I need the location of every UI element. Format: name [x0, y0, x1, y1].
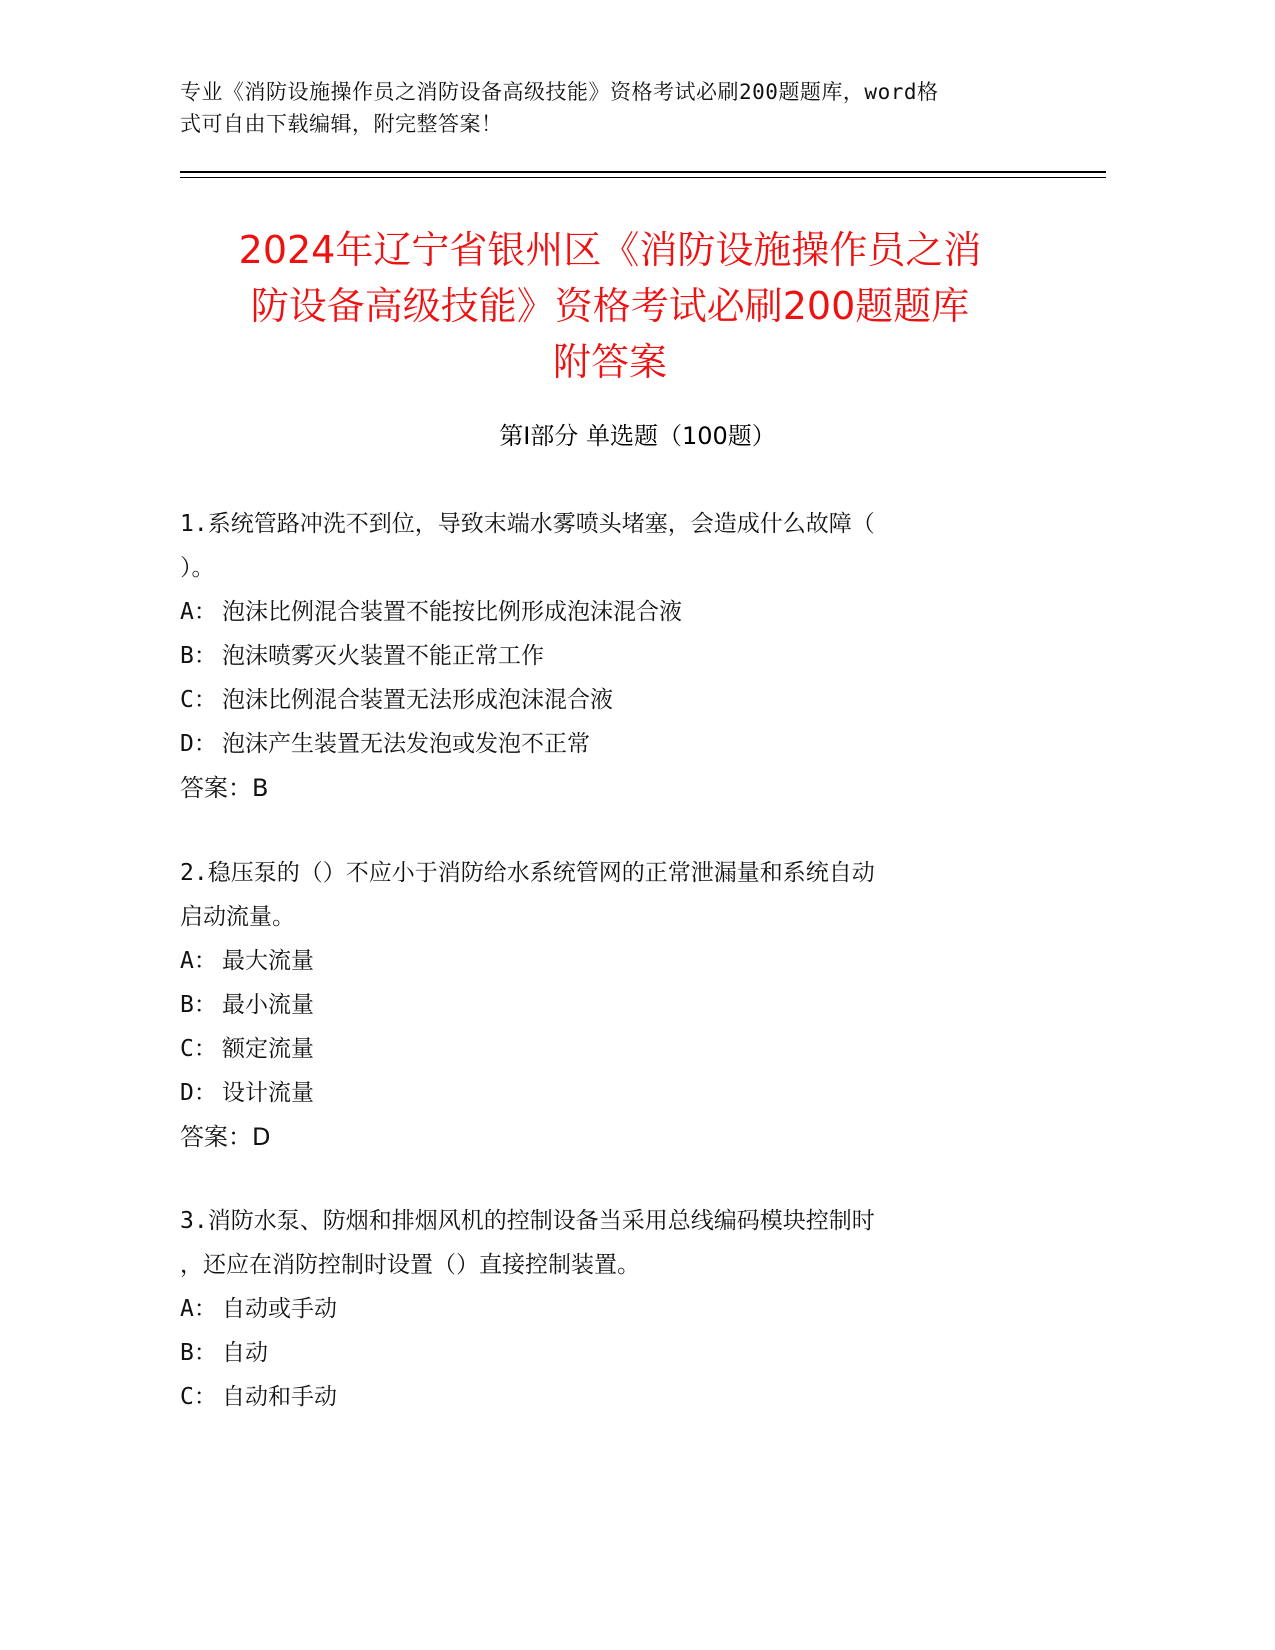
question-1 [180, 502, 1040, 810]
question-stem-line: ，还应在消防控制时设置（）直接控制装置。 [180, 1252, 640, 1278]
option-label: C： [180, 1036, 217, 1062]
option-d [180, 722, 1040, 766]
option-text: 自动 [222, 1340, 268, 1366]
option-text: 最小流量 [222, 992, 314, 1018]
question-stem-line: 启动流量。 [180, 904, 295, 930]
option-text: 自动和手动 [222, 1384, 337, 1410]
option-c [180, 1027, 1040, 1071]
option-label: D： [180, 1080, 217, 1106]
option-text: 泡沫比例混合装置不能按比例形成泡沫混合液 [222, 599, 682, 625]
option-a [180, 590, 1040, 634]
option-a [180, 1287, 1040, 1331]
answer: 答案：D [180, 1123, 271, 1151]
option-text: 自动或手动 [222, 1296, 337, 1322]
header-divider-thin [180, 177, 1106, 178]
title-line-1: 2024年辽宁省银州区《消防设施操作员之消 [238, 228, 982, 272]
option-d [180, 1071, 1040, 1115]
option-b [180, 983, 1040, 1027]
question-stem-line: ）。 [180, 555, 215, 581]
option-b [180, 1331, 1040, 1375]
header-note-line-1: 专业《消防设施操作员之消防设备高级技能》资格考试必刷200题题库，word格 [180, 80, 939, 104]
document-title [150, 222, 1070, 390]
option-label: C： [180, 687, 217, 713]
option-b [180, 634, 1040, 678]
option-label: A： [180, 1296, 217, 1322]
header-divider-thick [180, 171, 1106, 173]
question-3 [180, 1199, 1040, 1419]
option-text: 泡沫喷雾灭火装置不能正常工作 [222, 643, 544, 669]
option-label: B： [180, 643, 217, 669]
section-title: 第Ⅰ部分 单选题（100题） [499, 422, 776, 450]
title-line-3: 附答案 [552, 340, 667, 384]
option-label: A： [180, 599, 217, 625]
option-text: 泡沫产生装置无法发泡或发泡不正常 [222, 731, 590, 757]
option-text: 设计流量 [222, 1080, 314, 1106]
option-label: B： [180, 1340, 217, 1366]
option-c [180, 678, 1040, 722]
answer: 答案：B [180, 774, 269, 802]
header-note-line-2: 式可自由下载编辑，附完整答案！ [180, 112, 503, 136]
question-stem-line: 2.稳压泵的（）不应小于消防给水系统管网的正常泄漏量和系统自动 [180, 860, 875, 886]
title-line-2: 防设备高级技能》资格考试必刷200题题库 [250, 284, 970, 328]
question-2 [180, 851, 1040, 1159]
option-label: C： [180, 1384, 217, 1410]
option-a [180, 939, 1040, 983]
header-note [180, 76, 1040, 140]
option-label: B： [180, 992, 217, 1018]
option-c [180, 1375, 1040, 1419]
option-text: 泡沫比例混合装置无法形成泡沫混合液 [222, 687, 613, 713]
option-label: A： [180, 948, 217, 974]
option-text: 最大流量 [222, 948, 314, 974]
question-stem-line: 3.消防水泵、防烟和排烟风机的控制设备当采用总线编码模块控制时 [180, 1208, 875, 1234]
option-label: D： [180, 731, 217, 757]
question-stem-line: 1.系统管路冲洗不到位，导致末端水雾喷头堵塞，会造成什么故障（ [180, 511, 875, 537]
option-text: 额定流量 [222, 1036, 314, 1062]
